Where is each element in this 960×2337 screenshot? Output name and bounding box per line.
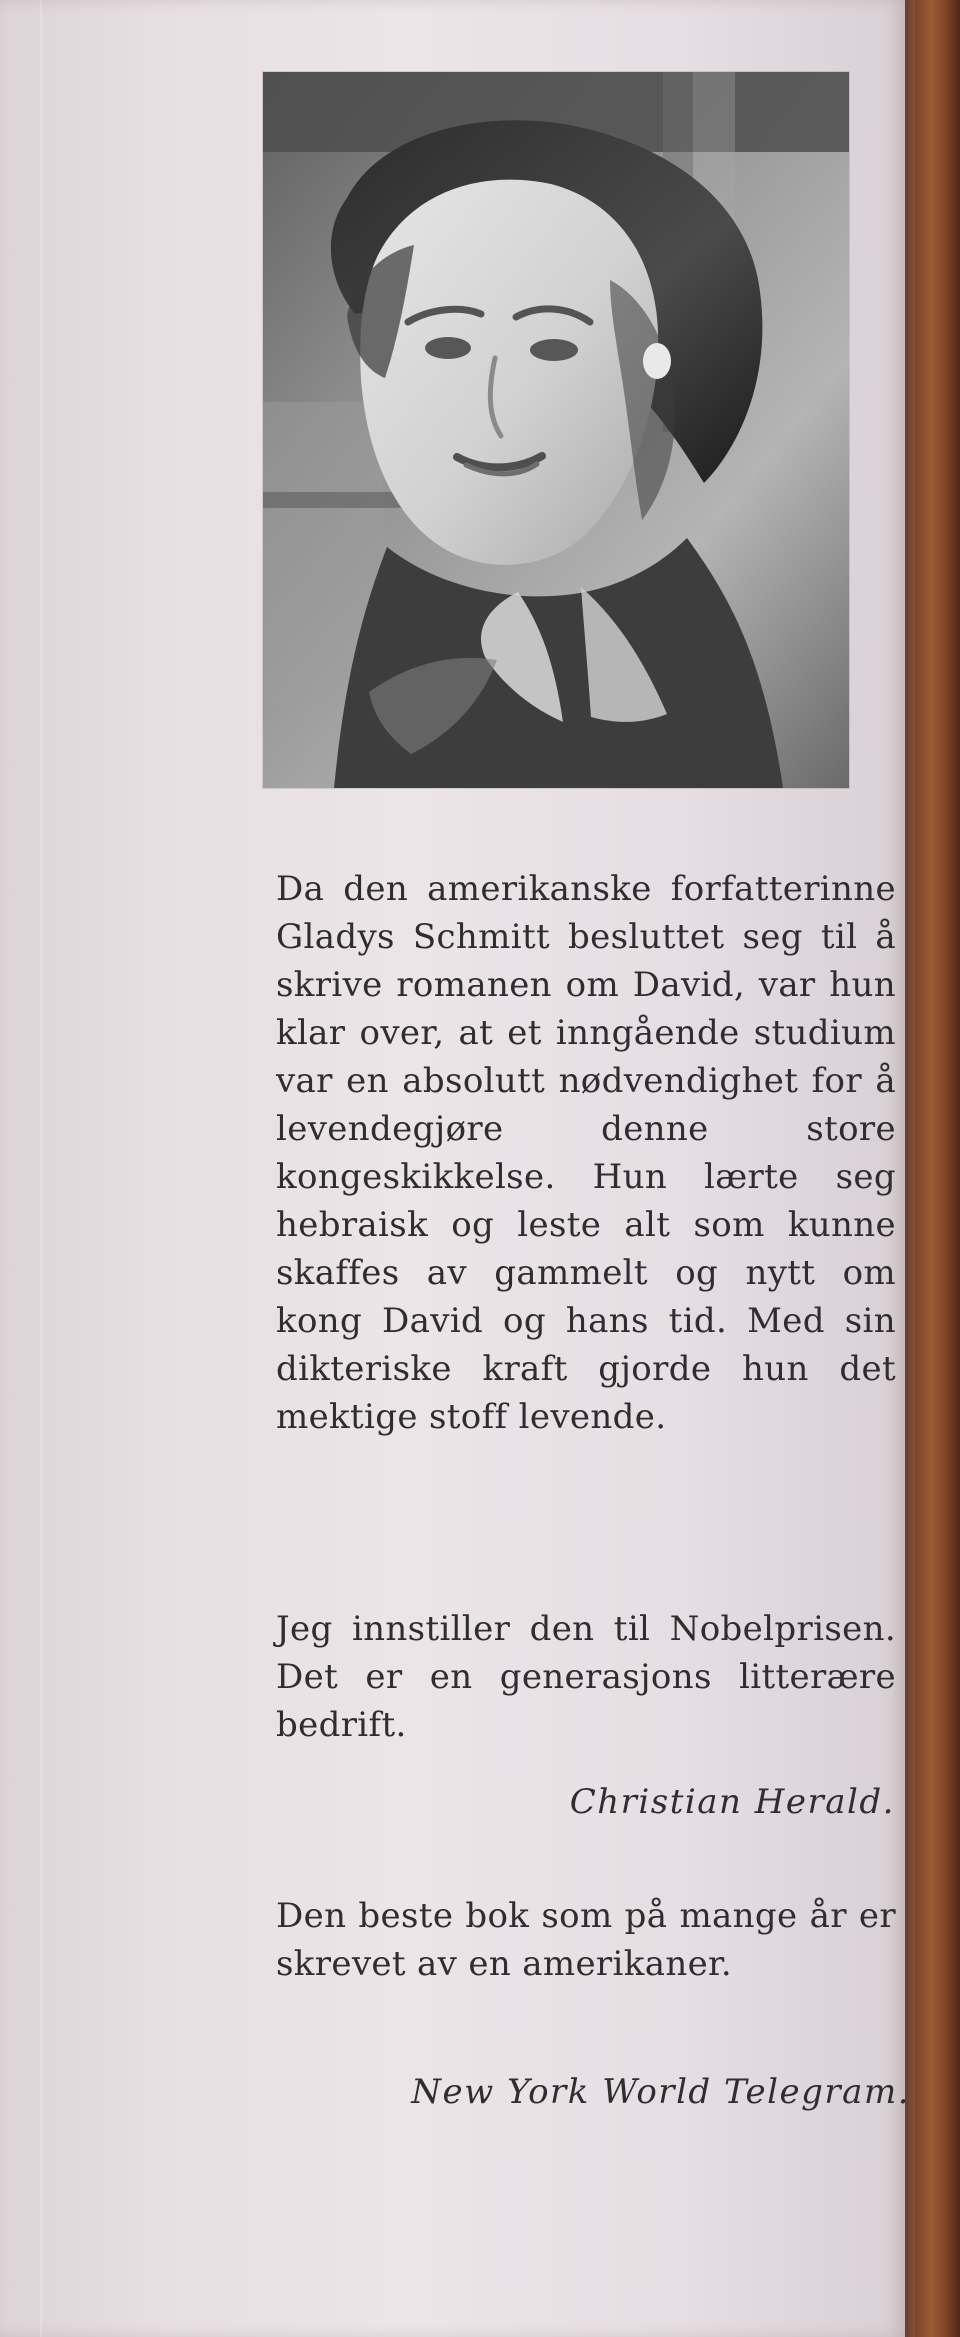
- author-photo: [263, 72, 849, 788]
- book-edge: [905, 0, 960, 2337]
- main-paragraph: Da den amerikanske forfatterinne Gladys Schmitt besluttet seg til å skrive romanen om David, var hun klar over, at et inngående studium var en absolutt nødvendighet for å levendegjøre denne store kongeskikkelse. Hun lærte seg hebraisk og leste alt som kunne skaffes av gammelt og nytt om kong David og hans tid. Med sin dikteriske kraft gjorde hun det mektige stoff levende.: [276, 869, 896, 1437]
- author-portrait-image: [263, 72, 849, 788]
- quote-2: Den beste bok som på mange år er skrevet av en amerikaner.: [276, 1896, 896, 1984]
- citation-1: Christian Herald.: [569, 1782, 895, 1822]
- citation-2: New York World Telegram.: [411, 2072, 910, 2112]
- quote-1: Jeg innstiller den til Nobelprisen. Det er en generasjons litterære bedrift.: [276, 1609, 896, 1745]
